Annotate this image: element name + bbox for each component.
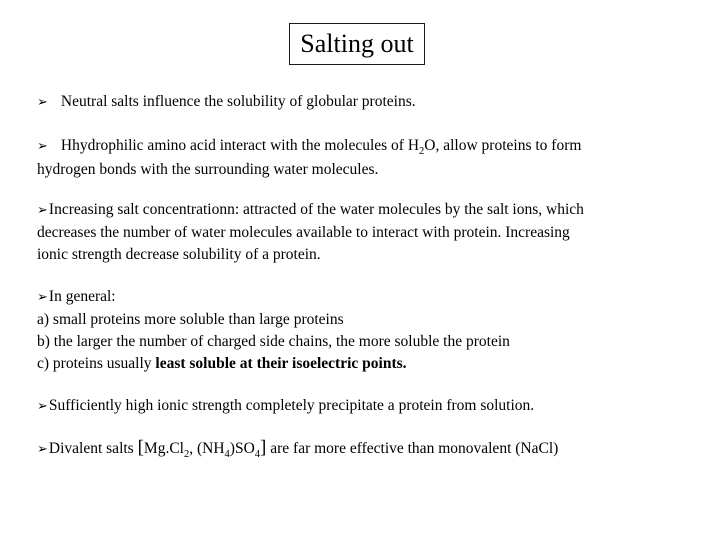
subscript: 4 xyxy=(224,449,230,460)
bullet-text: Divalent salts xyxy=(48,440,138,457)
arrow-bullet-icon: ➢ xyxy=(37,203,48,218)
bullet-divalent-salts xyxy=(37,437,707,462)
bullet-high-ionic-strength xyxy=(37,395,707,418)
bullet-text: hydrogen bonds with the surrounding water molecules. xyxy=(37,161,379,178)
list-item: b) the larger the number of charged side chains, the more soluble the protein xyxy=(37,333,510,350)
arrow-bullet-icon: ➢ xyxy=(37,399,48,414)
arrow-bullet-icon: ➢ xyxy=(37,139,48,154)
bullet-text: In general: xyxy=(48,288,116,305)
bullet-hydrophilic xyxy=(37,135,707,181)
formula: Mg.Cl xyxy=(143,440,184,457)
list-item: a) small proteins more soluble than large proteins xyxy=(37,311,344,328)
bullet-text: are far more effective than monovalent (NaCl) xyxy=(266,440,559,457)
formula: )SO xyxy=(229,440,255,457)
list-item: c) proteins usually xyxy=(37,355,156,372)
subscript: 4 xyxy=(254,449,261,460)
bracket: ] xyxy=(260,437,267,458)
subscript: 2 xyxy=(419,146,425,157)
bullet-text: ionic strength decrease solubility of a protein. xyxy=(37,246,321,263)
arrow-bullet-icon: ➢ xyxy=(37,95,48,110)
bullet-text: Hhydrophilic amino acid interact with the molecules of H xyxy=(60,137,420,154)
bold-emphasis: least soluble at their isoelectric points. xyxy=(155,355,407,372)
bullet-in-general xyxy=(37,286,707,375)
arrow-bullet-icon: ➢ xyxy=(37,290,48,305)
formula: , (NH xyxy=(189,440,225,457)
arrow-bullet-icon: ➢ xyxy=(37,442,48,457)
bracket: [ xyxy=(137,437,144,458)
bullet-text: decreases the number of water molecules available to interact with protein. Increasing xyxy=(37,224,570,241)
subscript: 2 xyxy=(183,449,190,460)
bullet-text: O, allow proteins to form xyxy=(424,137,582,154)
bullet-text: Sufficiently high ionic strength completely precipitate a protein from solution. xyxy=(48,397,535,414)
bullet-increasing-salt xyxy=(37,199,707,266)
slide-title: Salting out xyxy=(289,23,425,65)
bullet-text: Neutral salts influence the solubility of globular proteins. xyxy=(60,93,416,110)
bullet-neutral-salts xyxy=(37,91,707,114)
bullet-text: Increasing salt concentrationn: attracted of the water molecules by the salt ions, which xyxy=(48,201,584,218)
